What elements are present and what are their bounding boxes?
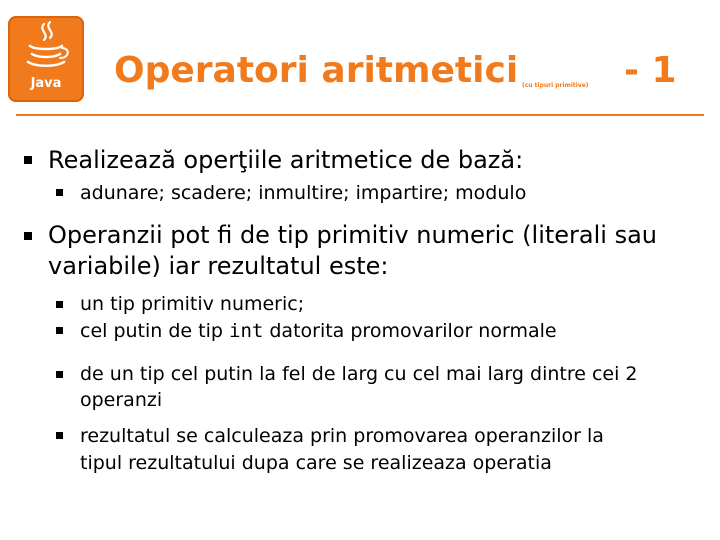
bullet-icon xyxy=(56,301,63,308)
header xyxy=(0,50,720,100)
bullet-icon xyxy=(24,232,32,240)
sub-bullet-text: rezultatul se calculeaza prin promovarea operanzilor la xyxy=(80,425,604,447)
bullet-icon xyxy=(56,371,63,378)
bullet-icon xyxy=(56,432,63,439)
title-divider xyxy=(16,114,704,116)
bullet-text-continued: variabile) iar rezultatul este: xyxy=(48,252,389,280)
text-segment: datorita promovarilor normale xyxy=(263,320,557,342)
code-keyword: int xyxy=(229,320,264,342)
logo-label: Java xyxy=(30,76,62,91)
page-title: Operatori aritmetici xyxy=(114,50,519,91)
bullet-icon xyxy=(56,327,63,334)
sub-bullet-text-continued: operanzi xyxy=(80,389,163,411)
sub-bullet-text: adunare; scadere; inmultire; impartire; modulo xyxy=(80,182,527,204)
page-subtitle: (cu tipuri primitive) xyxy=(522,82,589,89)
slide-number: - 1 xyxy=(624,50,677,91)
bullet-text: Realizează operţiile aritmetice de bază: xyxy=(48,146,524,174)
bullet-text: Operanzii pot fi de tip primitiv numeric (literali sau xyxy=(48,221,657,249)
text-segment: cel putin de tip xyxy=(80,320,229,342)
sub-bullet-text-continued: tipul rezultatului dupa care se realizeaza operatia xyxy=(80,452,552,474)
bullet-icon xyxy=(56,189,63,196)
sub-bullet-text: de un tip cel putin la fel de larg cu cel mai larg dintre cei 2 xyxy=(80,363,638,385)
sub-bullet-text: un tip primitiv numeric; xyxy=(80,293,305,315)
sub-bullet-text xyxy=(80,319,557,343)
bullet-icon xyxy=(24,156,32,164)
